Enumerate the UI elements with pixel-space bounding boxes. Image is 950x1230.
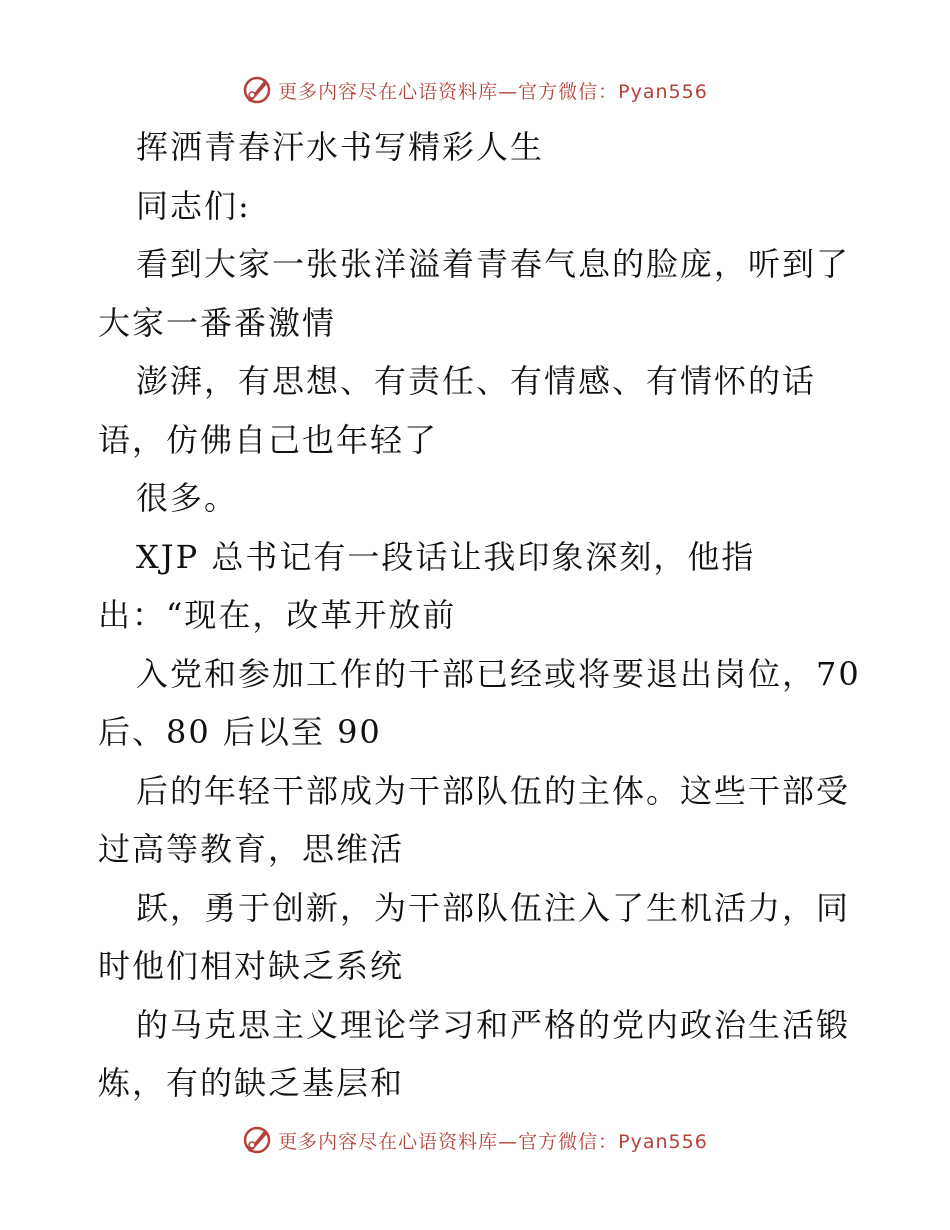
text-line: 后、80 后以至 90 — [98, 713, 382, 751]
quill-pen-circle-icon — [242, 1125, 272, 1155]
document-title: 挥洒青春汗水书写精彩人生 — [136, 128, 545, 166]
banner-text: 更多内容尽在心语资料库—官方微信：Pyan556 — [278, 1130, 708, 1153]
text-line: 跃，勇于创新，为干部队伍注入了生机活力，同 — [136, 888, 851, 927]
text-line: 后的年轻干部成为干部队伍的主体。这些干部受 — [136, 771, 851, 810]
text-line: 看到大家一张张洋溢着青春气息的脸庞，听到了 — [136, 245, 851, 283]
text-line: 很多。 — [136, 479, 239, 517]
text-line: 语，仿佛自己也年轻了 — [98, 420, 439, 459]
text-line: 过高等教育，思维活 — [98, 830, 405, 868]
text-line: 入党和参加工作的干部已经或将要退出岗位，70 — [136, 654, 861, 693]
text-line: 澎湃，有思想、有责任、有情感、有情怀的话 — [136, 362, 817, 400]
text-line: 同志们: — [136, 186, 251, 225]
text-line: 时他们相对缺乏系统 — [98, 947, 405, 985]
footer-banner — [0, 1120, 950, 1160]
banner-text: 更多内容尽在心语资料库—官方微信：Pyan556 — [278, 80, 708, 103]
text-line: 大家一番番激情 — [98, 303, 337, 342]
header-banner — [0, 70, 950, 110]
text-line: XJP 总书记有一段话让我印象深刻，他指 — [136, 537, 756, 576]
text-line: 的马克思主义理论学习和严格的党内政治生活锻 — [136, 1005, 851, 1044]
quill-pen-circle-icon — [242, 75, 272, 105]
text-line: 炼，有的缺乏基层和 — [98, 1064, 405, 1102]
text-line: 出：“现在，改革开放前 — [98, 596, 457, 634]
document-body — [98, 118, 861, 1113]
